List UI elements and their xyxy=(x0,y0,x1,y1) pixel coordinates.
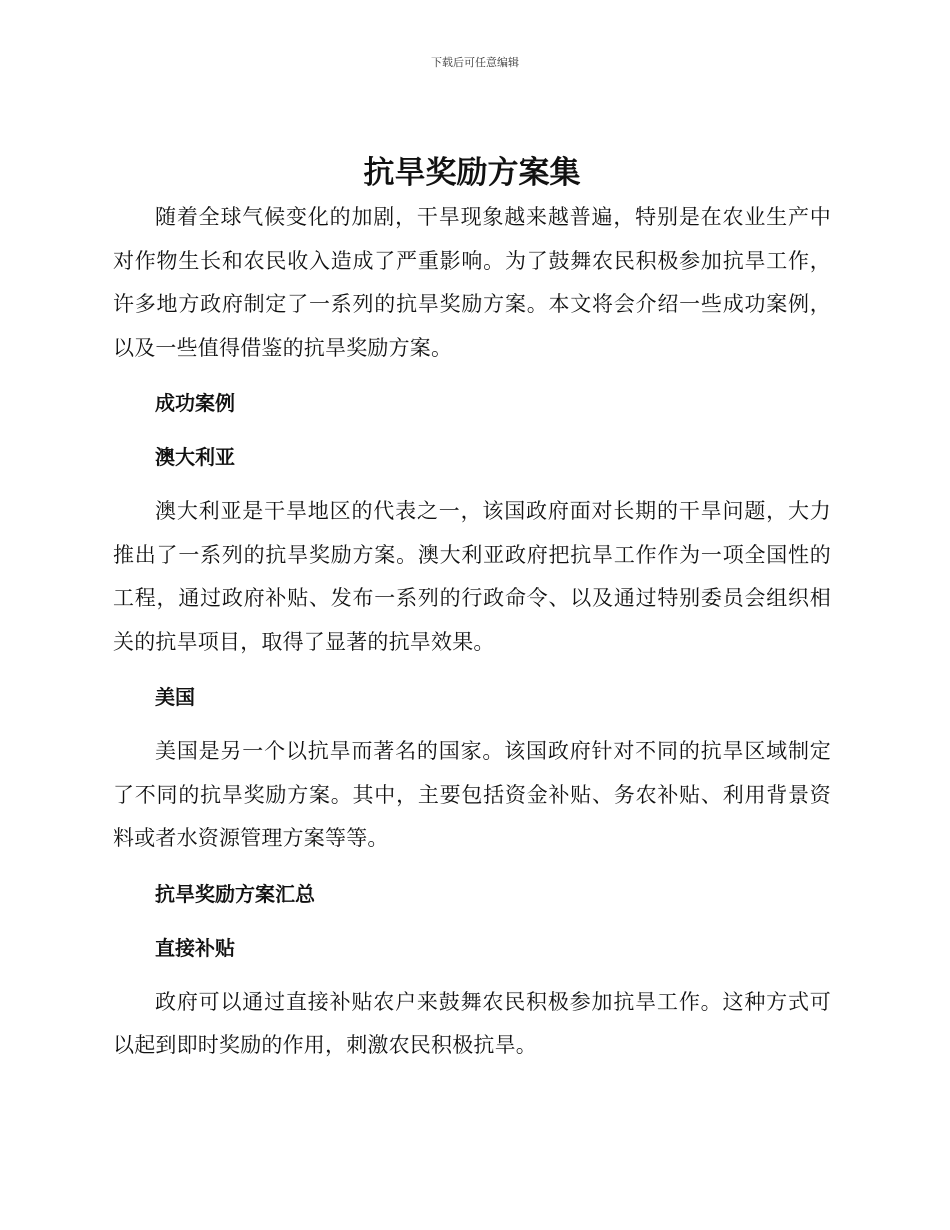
document-body xyxy=(113,150,831,1068)
paragraph-australia: 澳大利亚是干旱地区的代表之一，该国政府面对长期的干旱问题，大力推出了一系列的抗旱奖励方案。澳大利亚政府把抗旱工作作为一项全国性的工程，通过政府补贴、发布一系列的行政命令、以及通过特别委员会组织相关的抗旱项目，取得了显著的抗旱效果。 xyxy=(113,499,831,654)
page-header-note: 下载后可任意编辑 xyxy=(431,56,519,69)
document-title: 抗旱奖励方案集 xyxy=(363,155,581,191)
subheading-direct-subsidy: 直接补贴 xyxy=(155,935,235,960)
intro-paragraph: 随着全球气候变化的加剧，干旱现象越来越普遍，特别是在农业生产中对作物生长和农民收入造成了严重影响。为了鼓舞农民积极参加抗旱工作，许多地方政府制定了一系列的抗旱奖励方案。本文将会介绍一些成功案例，以及一些值得借鉴的抗旱奖励方案。 xyxy=(113,205,831,360)
section-heading-cases: 成功案例 xyxy=(155,391,235,415)
paragraph-direct-subsidy: 政府可以通过直接补贴农户来鼓舞农民积极参加抗旱工作。这种方式可以起到即时奖励的作用，刺激农民积极抗旱。 xyxy=(113,989,831,1057)
subheading-australia: 澳大利亚 xyxy=(155,445,235,469)
subheading-usa: 美国 xyxy=(155,685,195,709)
section-heading-summary: 抗旱奖励方案汇总 xyxy=(155,881,315,906)
paragraph-usa: 美国是另一个以抗旱而著名的国家。该国政府针对不同的抗旱区域制定了不同的抗旱奖励方案。其中，主要包括资金补贴、务农补贴、利用背景资料或者水资源管理方案等等。 xyxy=(113,739,831,850)
